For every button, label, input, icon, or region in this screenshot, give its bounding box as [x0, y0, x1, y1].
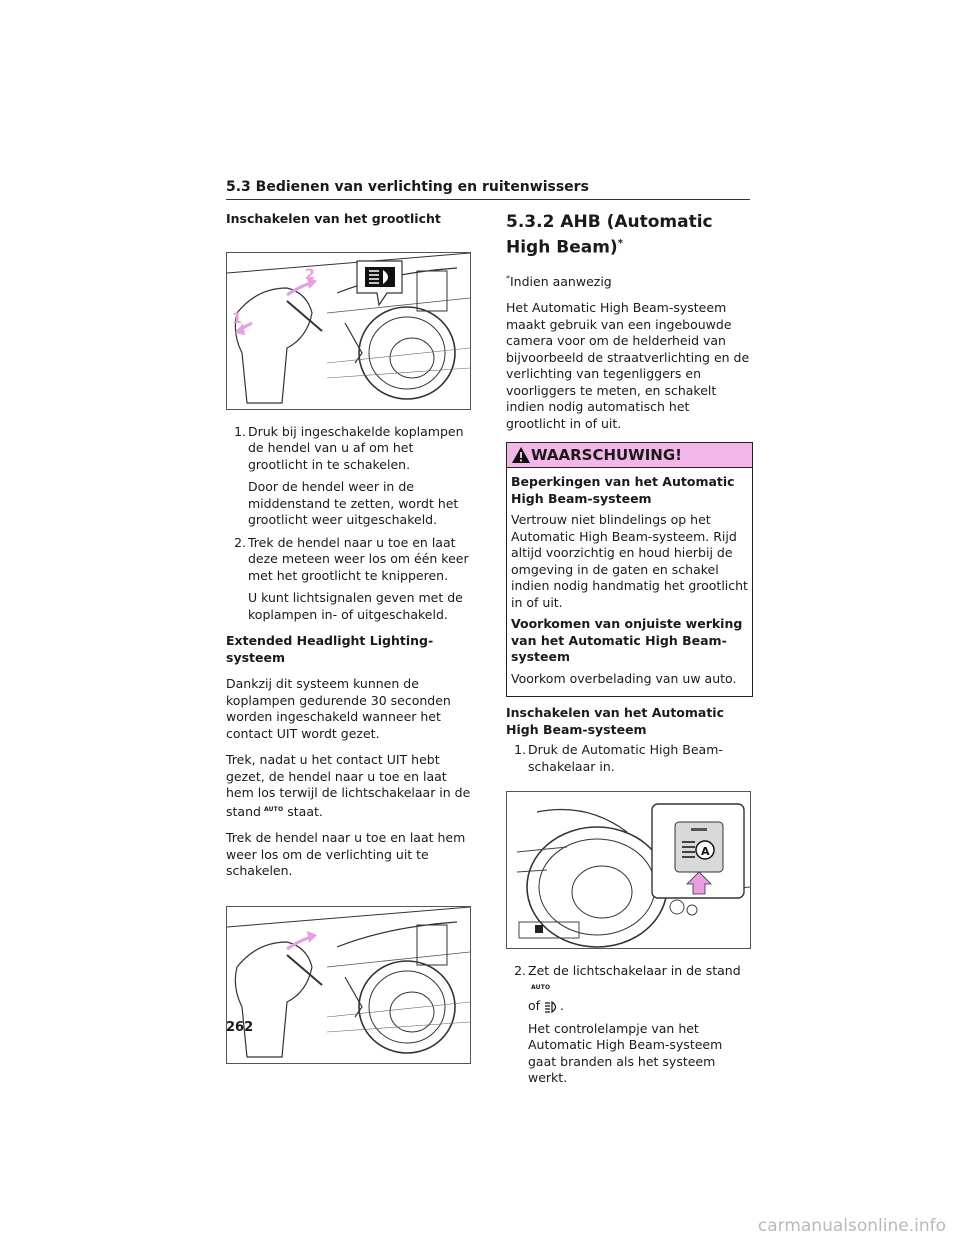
step-note: Door de hendel weer in de middenstand te zetten, wordt het grootlicht weer uitgeschakeld. — [248, 479, 459, 527]
warning-subheading: Voorkomen van onjuiste werking van het Automatic High Beam-systeem — [511, 616, 743, 665]
step-text-part: . — [560, 998, 565, 1014]
figure-label-1: 1 — [232, 310, 242, 327]
figure-ahb-switch — [506, 791, 751, 949]
warning-title: WAARSCHUWING! — [531, 446, 683, 465]
list-item — [226, 535, 471, 585]
step-text: Druk bij ingeschakelde koplampen de hendel van u af om het grootlicht in te schakelen. — [248, 423, 464, 472]
heading-high-beam: Inschakelen van het grootlicht — [226, 211, 441, 226]
section-divider — [226, 199, 750, 200]
ahb-intro: Het Automatic High Beam-systeem maakt gebruik van een ingebouwde camera voor om de helderheid van bijvoorbeeld de straatverlichting en de verlichting van tegenliggers en voorliggers te meten, en schakelt indien nodig automatisch het grootlicht in of uit. — [506, 300, 750, 431]
right-column — [506, 211, 751, 1093]
auto-symbol: AUTO — [531, 983, 551, 991]
ahb-title-text: 5.3.2 AHB (Automatic High Beam) — [506, 212, 713, 258]
step-number: 1. — [234, 423, 246, 439]
paragraph-text: Trek, nadat u het contact UIT hebt gezet, de hendel naar u toe en laat hem los terwijl de lichtschakelaar in de stand — [226, 752, 471, 819]
warning-triangle-icon — [511, 446, 531, 464]
step-number: 2. — [514, 963, 526, 979]
warning-subheading: Beperkingen van het Automatic High Beam-systeem — [511, 474, 735, 506]
footnote-mark: * — [506, 273, 510, 283]
step-text-part: Zet de lichtschakelaar in de stand — [528, 963, 741, 979]
figure-label-2: 2 — [305, 266, 315, 283]
step-number: 2. — [234, 534, 246, 550]
figure-lever-pull — [226, 906, 471, 1064]
paragraph: Trek de hendel naar u toe en laat hem weer los om de verlichting uit te schakelen. — [226, 830, 466, 879]
paragraph: Dankzij dit systeem kunnen de koplampen gedurende 30 seconden worden ingeschakeld wanneer het contact UIT wordt gezet. — [226, 676, 451, 741]
watermark: carmanualsonline.info — [757, 1216, 946, 1236]
step-text: Trek de hendel naar u toe en laat deze meteen weer los om één keer met het grootlicht te knipperen. — [248, 534, 469, 583]
availability-note — [506, 271, 751, 291]
step-text: Druk de Automatic High Beam-schakelaar in. — [528, 742, 723, 774]
high-beam-icon — [544, 1001, 560, 1013]
warning-box — [506, 442, 753, 697]
paragraph-auto — [226, 752, 471, 820]
page-number: 262 — [226, 1020, 254, 1035]
step-note: U kunt lichtsignalen geven met de koplampen in- of uitgeschakeld. — [248, 590, 463, 622]
auto-symbol: AUTO — [263, 805, 284, 813]
step-text — [528, 963, 751, 1015]
warning-text: Voorkom overbelading van uw auto. — [511, 670, 737, 686]
heading-extended-lighting: Extended Headlight Lighting-systeem — [226, 633, 434, 665]
left-column — [226, 211, 471, 1064]
step-number: 1. — [514, 742, 526, 758]
step-text-part: of — [528, 998, 541, 1014]
steps-high-beam — [226, 424, 471, 624]
footnote-mark: * — [617, 238, 623, 249]
svg-text:A: A — [701, 845, 710, 859]
section-title: 5.3 Bedienen van verlichting en ruitenwissers — [226, 179, 589, 195]
warning-header — [507, 443, 752, 468]
paragraph-text: staat. — [287, 803, 323, 819]
warning-text: Vertrouw niet blindelings op het Automatic High Beam-systeem. Rijd altijd voorzichtig en houd hierbij de omgeving in de gaten en schakel indien nodig handmatig het grootlicht in of uit. — [511, 512, 748, 610]
list-item — [506, 742, 751, 775]
step-note: Het controlelampje van het Automatic High Beam-systeem gaat branden als het systeem werkt. — [528, 1020, 723, 1086]
list-item — [226, 424, 471, 474]
heading-enable-ahb: Inschakelen van het Automatic High Beam-systeem — [506, 705, 725, 737]
ahb-title — [506, 211, 751, 259]
warning-body — [507, 468, 752, 696]
figure-lever-operation — [226, 252, 471, 410]
availability-note-text: Indien aanwezig — [510, 273, 612, 289]
list-item — [506, 963, 751, 1015]
